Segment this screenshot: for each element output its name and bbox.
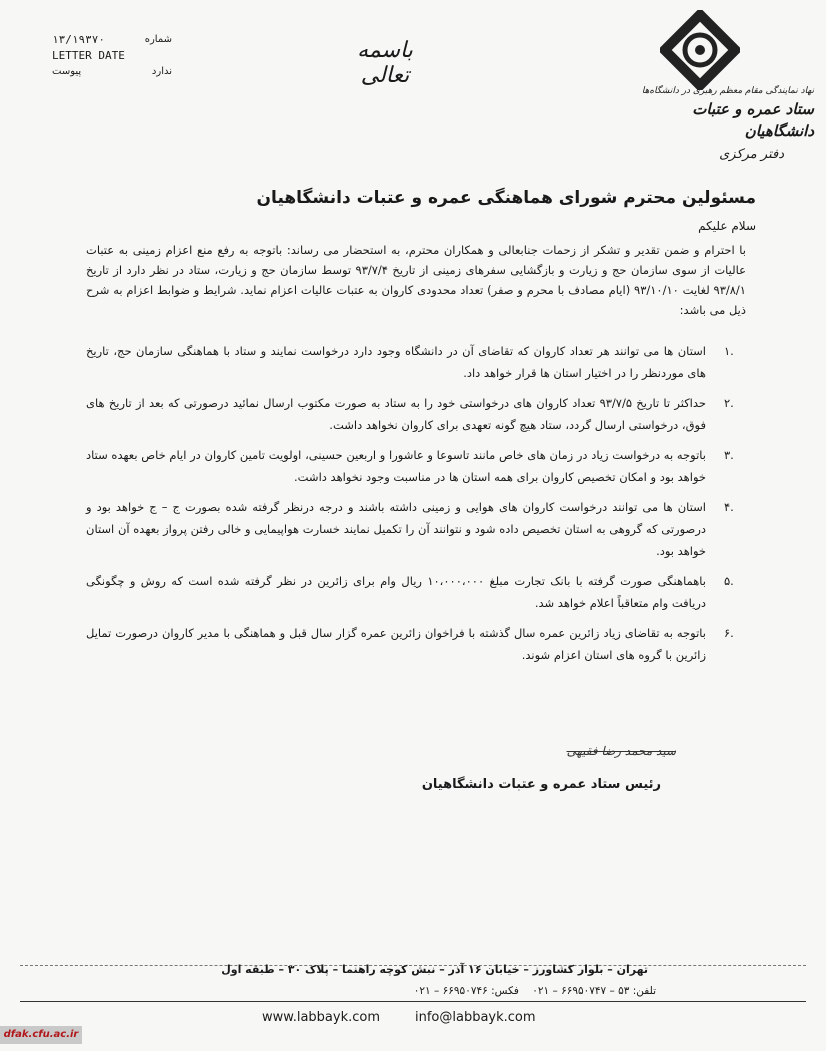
footer-address: تهران – بلوار کشاورز – خیابان ۱۶ آذر – نبش کوچه راهنما – پلاک ۳۰ – طبقه اول [221,963,648,976]
org-block [624,84,814,168]
bismillah-heading: باسمه تعالی [357,38,413,88]
list-item [86,444,734,488]
item-text: استان ها می توانند درخواست کاروان های هوایی و زمینی داشته باشند و درجه درنظر گرفته شده بصورت ج – ج خواهد بود و درصورتی که گروهی به استان تخصیص داده شود و نتوانند آن را تکمیل نمایند خسارت هواپیمایی و خالی رفتن پرواز بعهده آن استان خواهد بود. [86,500,706,558]
website-link[interactable]: www.labbayk.com [262,1010,381,1025]
footer-phone: تلفن: ۵۳ – ۶۶۹۵۰۷۴۷ – ۰۲۱ [532,985,656,997]
signature: سید محمد رضا فقیهی [566,744,676,758]
footer-contact [414,985,656,997]
list-item [86,496,734,562]
item-number: ۵. [724,574,734,588]
footer-fax: فکس: ۶۶۹۵۰۷۴۶ – ۰۲۱ [413,985,519,997]
item-number: ۳. [724,448,734,462]
source-watermark: dfak.cfu.ac.ir [0,1026,82,1044]
letter-intro: با احترام و ضمن تقدیر و تشکر از زحمات جنابعالی و همکاران محترم، به استحضار می رساند: باتوجه به رفع منع اعزام زمینی به عتبات عالیات از سوی سازمان حج و زیارت و بازگشایی سفرهای زمینی از تاریخ ۹۳/۷/۴ توسط سازمان حج و زیارت، ستاد در نظر دارد از تاریخ ۹۳/۸/۱ لغایت ۹۳/۱۰/۱۰ (ایام مصادف با محرم و صفر) تعداد محدودی کاروان به عتبات عالیات اعزام نماید. شرایط و ضوابط اعزام به شرح ذیل می باشد: [86,243,746,317]
list-item [86,570,734,614]
org-logo-icon [660,10,740,90]
item-text: باهماهنگی صورت گرفته با بانک تجارت مبلغ ۱۰،۰۰۰،۰۰۰ ریال وام برای زائرین در نظر گرفته شده است که روش و چگونگی دریافت وام متعاقباً اعلام خواهد شد. [86,574,706,610]
item-text: حداکثر تا تاریخ ۹۳/۷/۵ تعداد کاروان های درخواستی خود را به ستاد به صورت مکتوب ارسال نمائید درصورتی که بعد از تاریخ های فوق، درخواستی ارسال گردد، ستاد هیچ گونه تعهدی برای کاروان نخواهد داشت. [86,396,707,432]
attachment-row [52,64,172,80]
item-number: ۲. [724,396,734,410]
letter-title: مسئولین محترم شورای هماهنگی عمره و عتبات دانشگاهیان [256,188,756,208]
item-text: استان ها می توانند هر تعداد کاروان که تقاضای آن در دانشگاه وجود دارد درخواست نمایند و ستاد با هماهنگی سازمان حج، تاریخ های موردنظر را در اختیار استان ها قرار خواهد داد. [86,344,706,380]
letter-meta [52,32,172,80]
attachment-label: پیوست [52,66,82,77]
item-number: ۴. [724,500,734,514]
list-item [86,622,734,666]
email-link[interactable]: info@labbayk.com [415,1010,536,1025]
footer-divider-bottom [20,1001,806,1002]
number-label: شماره [144,34,172,45]
date-label: LETTER DATE [52,49,125,62]
item-number: ۶. [724,626,734,640]
signer-title: رئیس ستاد عمره و عتبات دانشگاهیان [421,777,661,792]
conditions-list [86,340,734,674]
list-item [86,340,734,384]
item-text: باتوجه به تقاضای زیاد زائرین عمره سال گذشته با فراخوان زائرین عمره گزار سال قبل و هماهنگی با مدیر کاروان درصورت تمایل زائرین با گروه های استان اعزام شوند. [86,626,706,662]
number-row [52,32,172,48]
org-line-1: نهاد نمایندگی مقام معظم رهبری در دانشگاه‌ها [641,86,814,96]
item-number: ۱. [724,344,734,358]
attachment-value: ندارد [151,66,172,77]
org-line-3: دفتر مرکزی [719,147,784,162]
date-row [52,48,172,64]
letter-greeting: سلام علیکم [698,219,756,233]
item-text: باتوجه به درخواست زیاد در زمان های خاص مانند تاسوعا و عاشورا و اربعین حسینی، اولویت تامین کاروان در ایام خاص بعهده ستاد خواهد بود و امکان تخصیص کاروان برای همه استان ها در مناسبت وجود نخواهد داشت. [86,448,706,484]
letter-number: ۱۳/۱۹۳۷۰ [52,33,105,46]
list-item [86,392,734,436]
org-line-2: ستاد عمره و عتبات دانشگاهیان [692,100,814,140]
